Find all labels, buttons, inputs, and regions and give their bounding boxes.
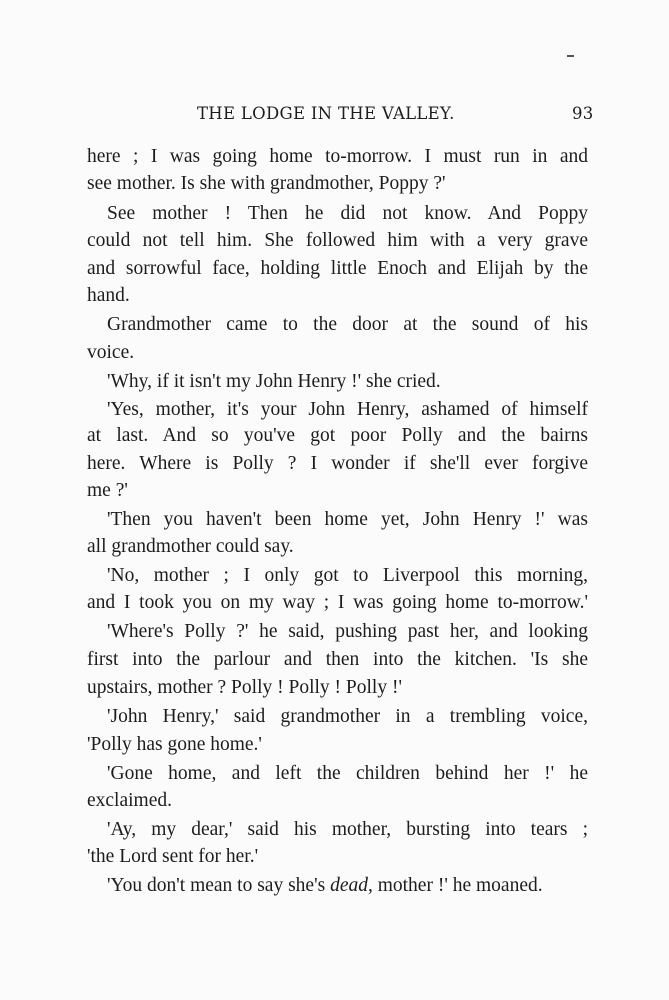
- text-line: 'Why, if it isn't my John Henry !' she cried.: [107, 371, 441, 392]
- text-line: hand.: [87, 285, 130, 306]
- scan-mark: [567, 55, 574, 57]
- text-line: and sorrowful face, holding little Enoch and Elijah by the: [87, 258, 588, 279]
- page-number: 93: [572, 104, 594, 123]
- text-line: 'Gone home, and left the children behind her !' he: [107, 763, 588, 784]
- text-fragment: , mother !' he moaned.: [367, 875, 543, 896]
- text-line: 'Where's Polly ?' he said, pushing past her, and looking: [107, 621, 588, 642]
- text-line: voice.: [87, 342, 135, 363]
- text-fragment: 'You don't mean to say she's: [107, 875, 331, 896]
- text-line: first into the parlour and then into the kitchen. 'Is she: [87, 649, 588, 670]
- running-header: THE LODGE IN THE VALLEY.: [197, 104, 455, 123]
- text-line: 'No, mother ; I only got to Liverpool this morning,: [107, 565, 588, 586]
- italic-word: dead: [330, 875, 368, 896]
- text-line-last: [107, 875, 588, 897]
- text-line: all grandmother could say.: [87, 536, 294, 557]
- text-line: at last. And so you've got poor Polly and the bairns: [87, 425, 588, 446]
- text-line: see mother. Is she with grandmother, Poppy ?': [87, 173, 446, 194]
- text-line: 'Polly has gone home.': [87, 734, 262, 755]
- text-line: exclaimed.: [87, 790, 172, 811]
- text-line: me ?': [87, 480, 128, 501]
- text-line: and I took you on my way ; I was going home to-morrow.': [87, 592, 588, 613]
- text-line: here. Where is Polly ? I wonder if she'll ever forgive: [87, 453, 588, 474]
- text-line: Grandmother came to the door at the sound of his: [107, 314, 588, 335]
- text-line: here ; I was going home to-morrow. I must run in and: [87, 146, 588, 167]
- text-line: 'Then you haven't been home yet, John Henry !' was: [107, 509, 588, 530]
- text-line: See mother ! Then he did not know. And Poppy: [107, 203, 588, 224]
- text-line: 'Yes, mother, it's your John Henry, ashamed of himself: [107, 399, 588, 420]
- text-line: 'Ay, my dear,' said his mother, bursting into tears ;: [107, 819, 588, 840]
- text-line: 'the Lord sent for her.': [87, 846, 259, 867]
- text-line: 'John Henry,' said grandmother in a trembling voice,: [107, 706, 588, 727]
- text-line: upstairs, mother ? Polly ! Polly ! Polly !': [87, 677, 402, 698]
- text-line: could not tell him. She followed him with a very grave: [87, 230, 588, 251]
